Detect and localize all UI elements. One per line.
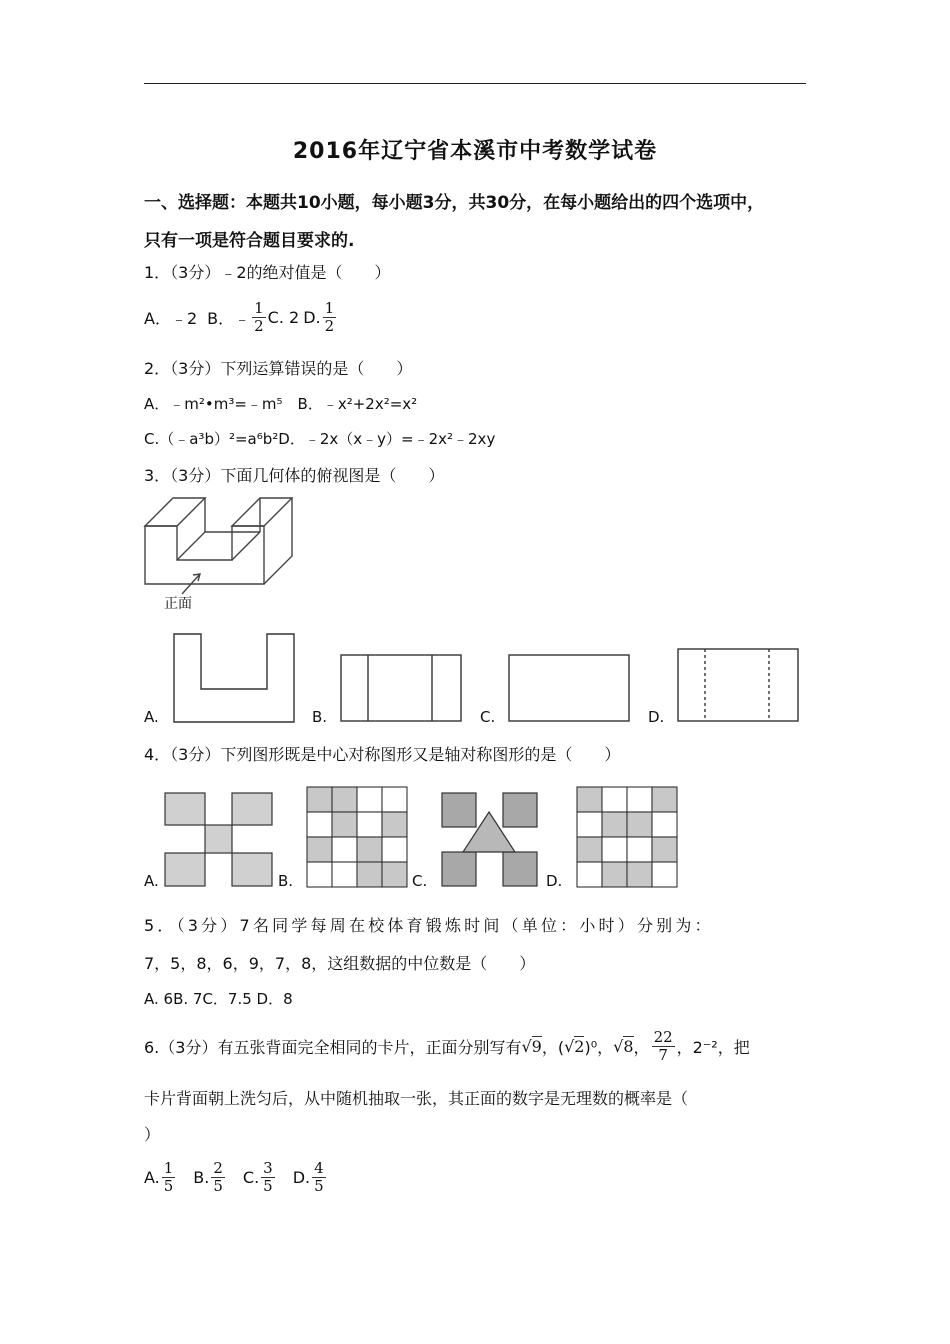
q1-b-numerator: 1 [254,299,264,317]
top-rule [144,83,806,84]
q4-option-b-figure [306,786,408,888]
q6-d-denominator: 5 [314,1177,324,1195]
q1-option-b-fraction [252,300,266,335]
q2-options-line2: C.（﹣a³b）²=a⁶b²D．﹣2x（x﹣y）=﹣2x²﹣2xy [144,430,496,448]
q6-stem-line3: ） [144,1125,161,1144]
q1-d-denominator: 2 [324,317,335,335]
q6-option-c-label: C. [242,1168,260,1187]
q3-option-b-label: B. [312,708,328,726]
q5-options: A. 6B. 7C．7.5 D．8 [144,990,293,1008]
q3-stem: 3．（3分）下面几何体的俯视图是（ ） [144,466,445,485]
q6-fraction-22-7 [652,1029,675,1064]
q5-stem-line2: 7，5，8，6，9，7，8，这组数据的中位数是（ ） [144,954,536,973]
q6-option-b-fraction [211,1160,225,1195]
q6-sqrt2: √2 [564,1036,585,1056]
q6-sqrt8-radicand: 8 [623,1036,634,1056]
q1-option-d-prefix: D. [303,308,321,327]
q1-stem: 1．（3分）﹣2的绝对值是（ ） [144,263,391,282]
q6-option-d-label: D. [292,1168,311,1187]
q6-option-c-fraction [261,1160,275,1195]
q5-stem-line1: 5．（3分）7名同学每周在校体育锻炼时间（单位：小时）分别为： [144,916,714,935]
q6-a-denominator: 5 [163,1177,174,1195]
q3-option-a-figure [173,633,295,723]
q3-option-a-label: A. [144,708,159,726]
q1-option-b-prefix: B．﹣ [207,309,251,328]
q1-b-denominator: 2 [254,317,264,335]
q1-option-c: C. 2 [267,308,300,327]
q4-option-c-figure [441,792,539,888]
q1-options [144,300,338,335]
q6-frac-denominator: 7 [658,1045,668,1064]
q6-option-a-label: A. [144,1168,160,1187]
q1-option-a: A．﹣2 [144,309,198,328]
q6-b-denominator: 5 [213,1177,223,1195]
q1-option-d-fraction [323,300,337,335]
q6-d-numerator: 4 [314,1159,324,1177]
q6-option-b-label: B. [193,1168,210,1187]
q6-a-numerator: 1 [163,1159,174,1177]
q3-front-label: 正面 [164,596,192,612]
q4-option-a-label: A. [144,872,159,890]
q3-option-d-figure [677,648,799,722]
q3-option-c-figure [508,654,630,722]
q6-power-zero: )⁰， [584,1037,614,1057]
q4-option-d-figure [576,786,678,888]
q6-frac-numerator: 22 [653,1027,673,1046]
q6-comma: ， [633,1037,650,1057]
q6-stem-text: 6.（3分）有五张背面完全相同的卡片，正面分别写有 [144,1037,522,1057]
q2-stem: 2．（3分）下列运算错误的是（ ） [144,359,413,378]
q6-stem-line2: 卡片背面朝上洗匀后，从中随机抽取一张，其正面的数字是无理数的概率是（ [144,1089,689,1108]
page-title: 2016年辽宁省本溪市中考数学试卷 [292,139,658,164]
q6-paren-open: ，( [541,1037,565,1057]
q2-options-line1: A．﹣m²•m³=﹣m⁵ B．﹣x²+2x²=x² [144,395,418,413]
q6-c-denominator: 5 [263,1177,273,1195]
q6-sqrt9-radicand: 9 [531,1036,542,1056]
q6-options [144,1160,328,1195]
q6-stem-line1 [144,1026,750,1066]
q3-option-b-figure [340,654,462,722]
q1-d-numerator: 1 [324,299,335,317]
q6-option-d-fraction [312,1160,326,1195]
q3-option-d-label: D. [648,708,665,726]
q3-solid-figure [140,492,300,592]
q4-option-b-label: B. [278,872,294,890]
q3-option-c-label: C. [480,708,496,726]
q6-sqrt9: √9 [521,1036,542,1056]
q4-stem: 4．（3分）下列图形既是中心对称图形又是轴对称图形的是（ ） [144,745,621,764]
q4-option-a-figure [164,792,274,888]
q6-sqrt2-radicand: 2 [574,1036,585,1056]
q6-sqrt8: √8 [613,1036,634,1056]
section-heading-line2: 只有一项是符合题目要求的. [144,231,355,251]
q6-option-a-fraction [162,1160,176,1195]
q6-b-numerator: 2 [213,1159,223,1177]
q6-c-numerator: 3 [263,1159,273,1177]
q6-stem-tail: ，2⁻²，把 [676,1037,750,1057]
q4-option-d-label: D. [546,872,563,890]
q4-option-c-label: C. [412,872,428,890]
section-heading-line1: 一、选择题：本题共10小题，每小题3分，共30分，在每小题给出的四个选项中， [144,193,765,213]
